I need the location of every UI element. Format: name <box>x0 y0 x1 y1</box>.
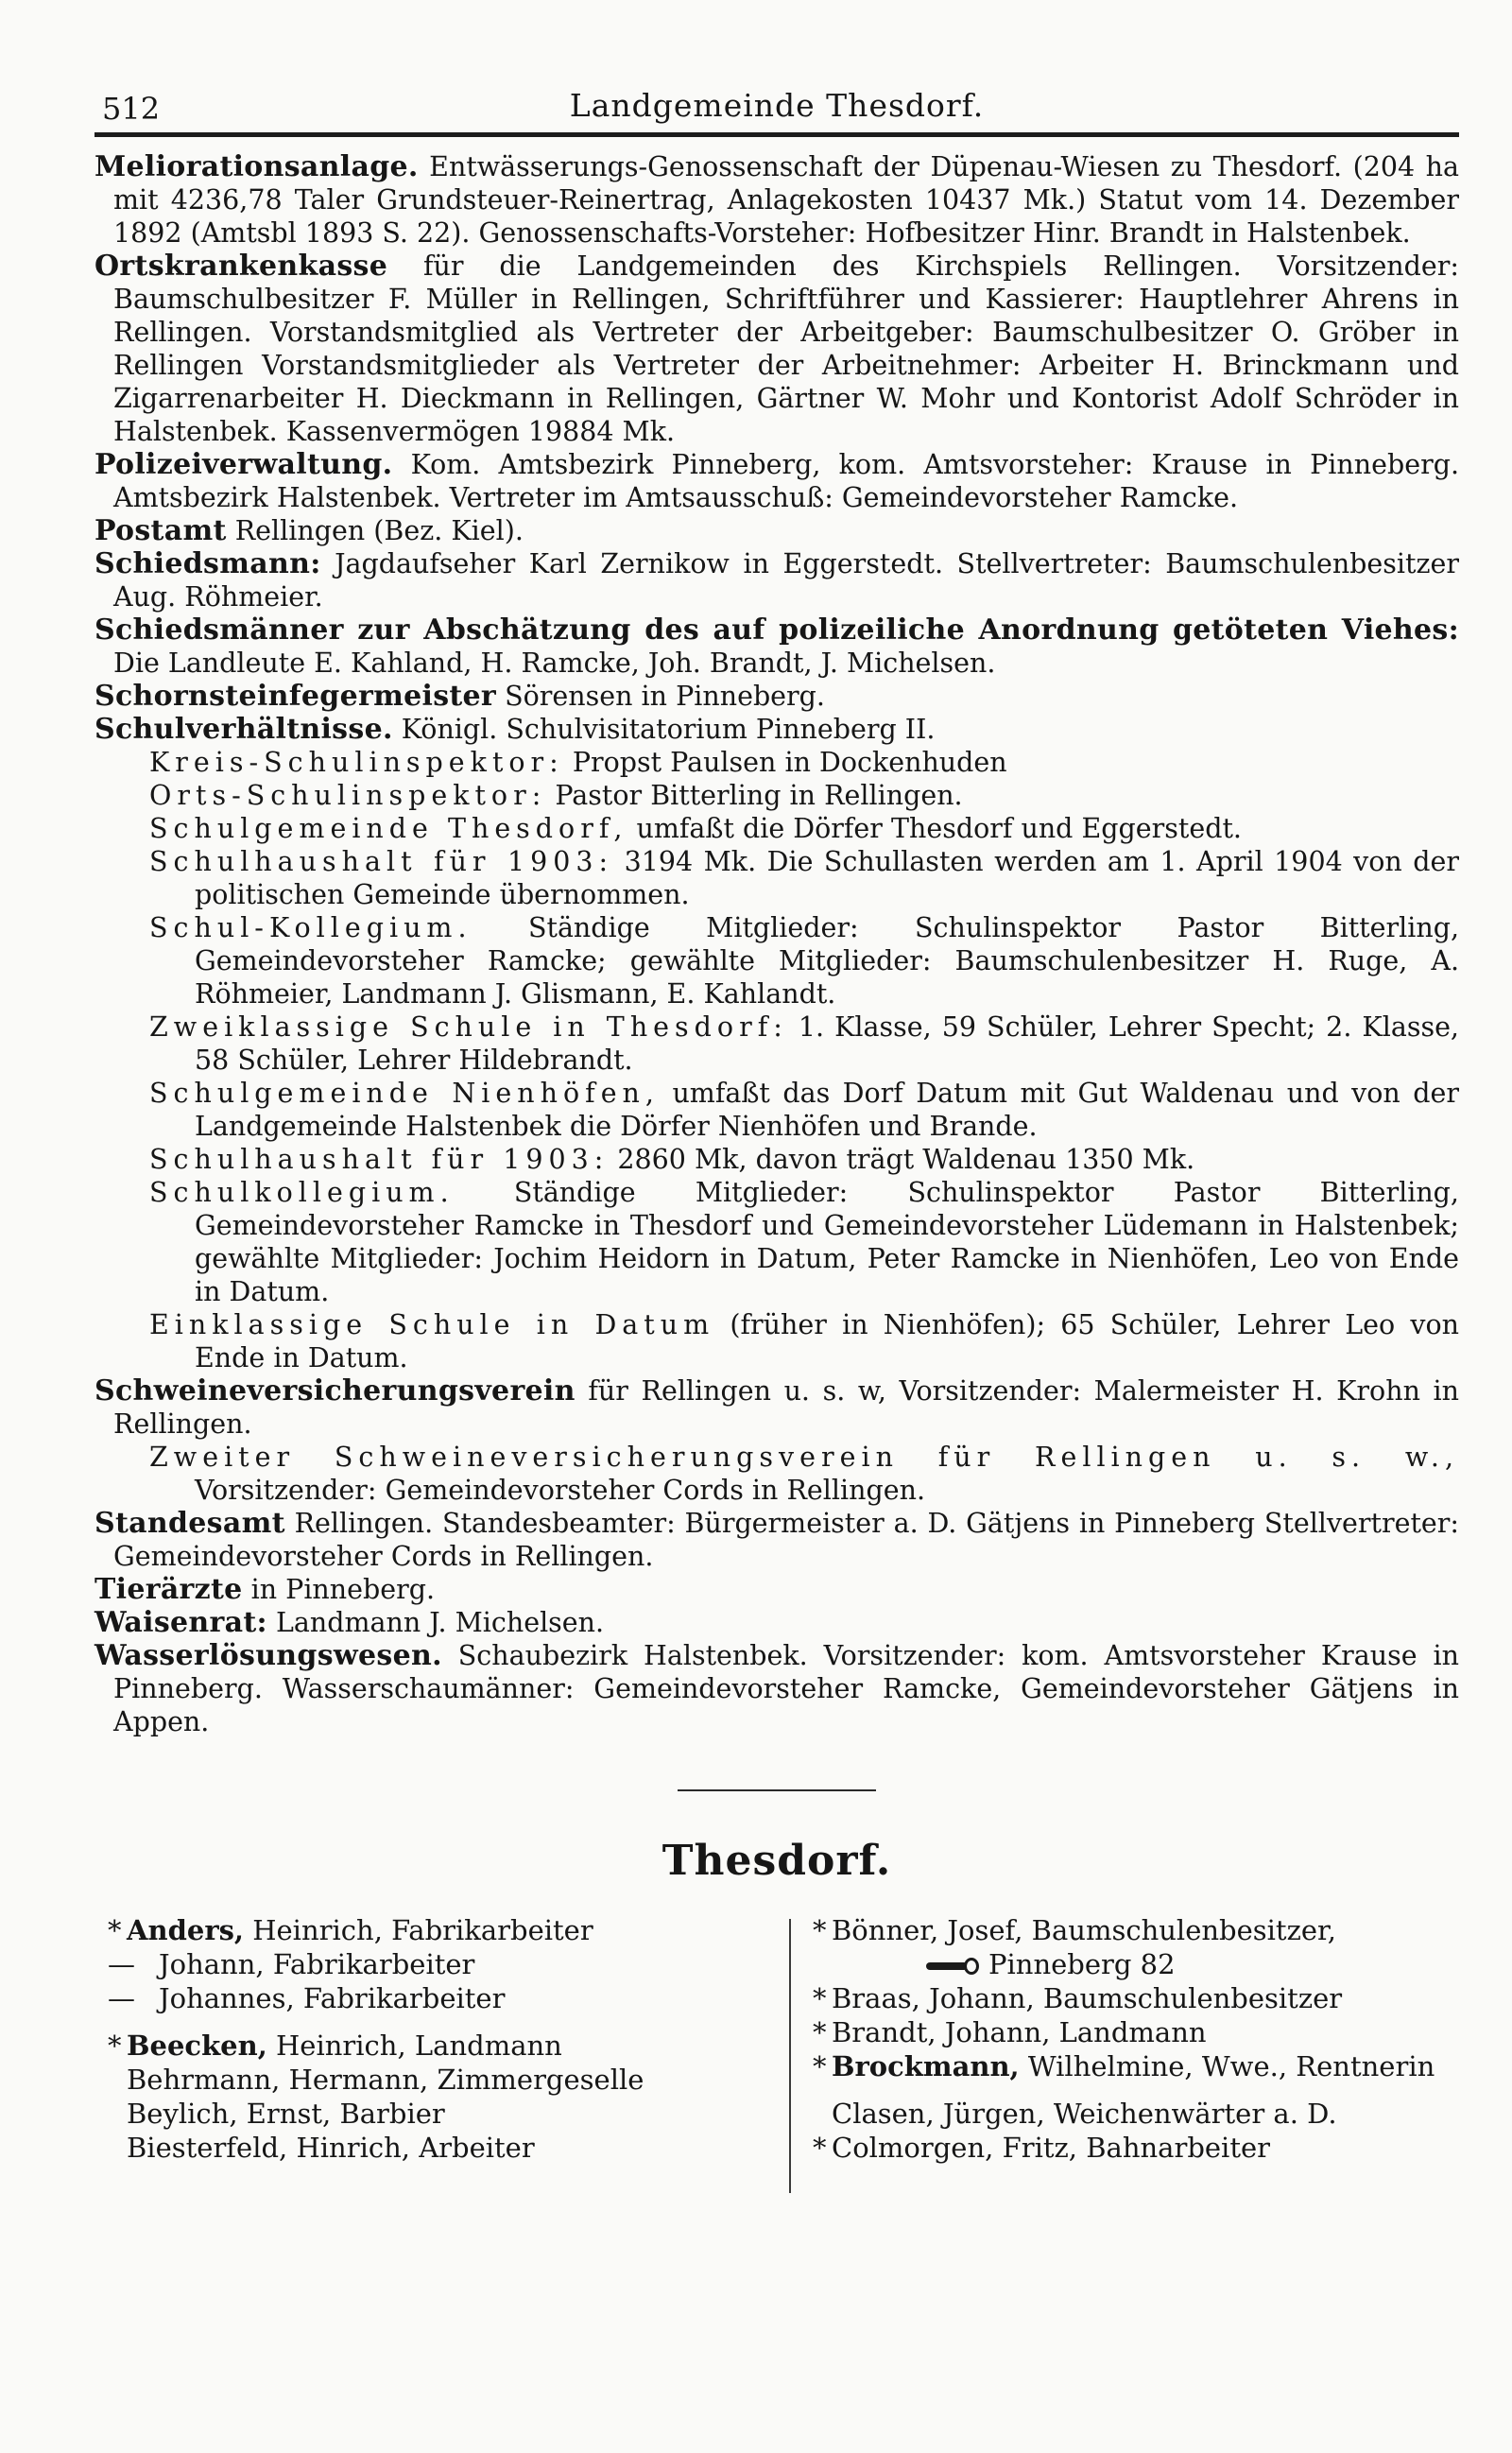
directory-entry <box>94 1374 1459 1441</box>
directory-entry <box>94 150 1459 250</box>
resident-row <box>108 1981 769 2015</box>
directory-entry <box>94 1639 1459 1738</box>
resident-details: Johann, Fabrikarbeiter <box>159 1948 475 1980</box>
entry-heading: Standesamt <box>94 1507 285 1540</box>
entry-heading: Polizeiverwaltung. <box>94 448 393 481</box>
column-rule <box>789 1919 791 2193</box>
sub-entry-text: 1. Klasse, 59 Schüler, Lehrer Specht; 2. Klasse, 58 Schüler, Lehrer Hildebrandt. <box>195 1011 1459 1076</box>
entry-text: Entwässerungs-Genossenschaft der Düpenau-Wiesen zu Thesdorf. (204 ha mit 4236,78 Taler Grundsteuer-Reinertrag, Anlagekosten 10437 Mk.) Statut vom 14. Dezember 1892 (Amtsbl 1893 S. 22). Genossenschafts-Vorsteher: Hofbesitzer Hinr. Brandt in Halstenbek. <box>113 151 1460 249</box>
entry-text: in Pinneberg. <box>250 1574 436 1605</box>
sub-entry-text: Pastor Bitterling in Rellingen. <box>555 780 963 811</box>
entry-list <box>94 150 1459 1738</box>
sub-entry-text: (früher in Nienhöfen); 65 Schüler, Lehrer Leo von Ende in Datum. <box>195 1309 1459 1373</box>
resident-row <box>813 2097 1465 2131</box>
entry-heading: Waisenrat: <box>94 1606 267 1639</box>
directory-entry <box>94 613 1459 680</box>
sub-entry-label: Schulkollegium. <box>149 1177 455 1208</box>
resident-details: Bönner, Josef, Baumschulenbesitzer, <box>832 1914 1336 1946</box>
entry-text: Rellingen. Standesbeamter: Bürgermeister a. D. Gätjens in Pinneberg Stellvertreter: Gemeindevorsteher Cords in Rellingen. <box>113 1508 1459 1572</box>
sub-entry <box>94 911 1459 1011</box>
resident-row <box>108 2097 769 2131</box>
sub-entry-label: Schulhaushalt für 1903: <box>149 846 614 877</box>
running-head: Landgemeinde Thesdorf. <box>569 87 985 124</box>
sub-entry-label: Schulgemeinde Nienhöfen, <box>149 1078 660 1109</box>
resident-surname: Anders, <box>127 1914 245 1946</box>
sub-entry-label: Schulhaushalt für 1903: <box>149 1144 610 1175</box>
directory-entry <box>94 713 1459 746</box>
resident-details: Behrmann, Hermann, Zimmergeselle <box>127 2064 644 2096</box>
resident-row <box>108 1947 769 1981</box>
resident-row <box>813 2049 1465 2083</box>
entry-heading: Schornsteinfegermeister <box>94 680 497 713</box>
section-divider <box>678 1789 876 1791</box>
sub-entry-text: umfaßt das Dorf Datum mit Gut Waldenau und von der Landgemeinde Halstenbek die Dörfer Nienhöfen und Brande. <box>195 1078 1459 1142</box>
resident-mark: * <box>108 2030 122 2062</box>
directory-entry <box>94 250 1459 448</box>
resident-details: Heinrich, Fabrikarbeiter <box>252 1914 593 1946</box>
resident-details: Johannes, Fabrikarbeiter <box>159 1982 506 2014</box>
entry-heading: Postamt <box>94 514 227 547</box>
entry-text: Schaubezirk Halstenbek. Vorsitzender: kom. Amtsvorsteher Krause in Pinneberg. Wasserschaumänner: Gemeindevorsteher Ramcke, Gemeindevorsteher Gätjens in Appen. <box>113 1640 1459 1737</box>
resident-surname: Beecken, <box>127 2030 267 2062</box>
entry-heading: Ortskrankenkasse <box>94 250 388 283</box>
resident-mark: — <box>108 1948 135 1980</box>
sub-entry <box>94 1011 1459 1077</box>
resident-mark: * <box>813 1982 827 2014</box>
directory-entry <box>94 514 1459 547</box>
resident-details: Braas, Johann, Baumschulenbesitzer <box>832 1982 1343 2014</box>
sub-entry <box>94 1308 1459 1374</box>
sub-entry <box>94 812 1459 845</box>
resident-details: Wilhelmine, Wwe., Rentnerin <box>1027 2050 1435 2082</box>
entry-heading: Schiedsmänner zur Abschätzung des auf polizeiliche Anordnung getöteten Viehes: <box>94 613 1459 647</box>
entry-text: Königl. Schulvisitatorium Pinneberg II. <box>401 714 936 745</box>
entry-text: Sörensen in Pinneberg. <box>505 681 825 712</box>
resident-column-right <box>813 1913 1465 2165</box>
sub-entry <box>94 779 1459 812</box>
resident-row <box>108 2063 769 2097</box>
sub-entry-label: Einklassige Schule in Datum <box>149 1309 715 1340</box>
entry-heading: Schweineversicherungsverein <box>94 1374 576 1408</box>
resident-details: Clasen, Jürgen, Weichenwärter a. D. <box>832 2098 1337 2130</box>
resident-row <box>108 2029 769 2063</box>
sub-entry-text: 2860 Mk, davon trägt Waldenau 1350 Mk. <box>617 1144 1195 1175</box>
sub-entry <box>94 1143 1459 1176</box>
sub-entry-label: Orts-Schulinspektor: <box>149 780 547 811</box>
resident-details: Beylich, Ernst, Barbier <box>127 2098 445 2130</box>
entry-text: Landmann J. Michelsen. <box>275 1607 605 1638</box>
resident-mark: * <box>813 2132 827 2164</box>
sub-entry <box>94 746 1459 779</box>
page-header <box>94 83 1459 137</box>
group-gap <box>108 2015 769 2029</box>
sub-entry-label: Zweiter Schweineversicherungsverein für Rellingen u. s. w., <box>149 1442 1459 1473</box>
page-number: 512 <box>102 91 161 127</box>
sub-entry-text: Ständige Mitglieder: Schulinspektor Pastor Bitterling, Gemeindevorsteher Ramcke; gewählte Mitglieder: Baumschulenbesitzer H. Ruge, A. Röhmeier, Landmann J. Glismann, E. Kahlandt. <box>195 912 1460 1010</box>
resident-row <box>813 2131 1465 2165</box>
entry-heading: Schiedsmann: <box>94 547 321 580</box>
entry-text: Kom. Amtsbezirk Pinneberg, kom. Amtsvorsteher: Krause in Pinneberg. Amtsbezirk Halstenbek. Vertreter im Amtsausschuß: Gemeindevorsteher Ramcke. <box>113 449 1460 513</box>
resident-mark: — <box>108 1982 135 2014</box>
directory-entry <box>94 1573 1459 1606</box>
resident-row <box>813 1913 1465 1947</box>
resident-row <box>108 2131 769 2165</box>
sub-entry-text: Ständige Mitglieder: Schulinspektor Pastor Bitterling, Gemeindevorsteher Ramcke in Thesdorf und Gemeindevorsteher Lüdemann in Halstenbek; gewählte Mitglieder: Jochim Heidorn in Datum, Peter Ramcke in Nienhöfen, Leo von Ende in Datum. <box>195 1177 1459 1307</box>
resident-mark: * <box>813 1914 827 1946</box>
resident-columns <box>94 1913 1459 2197</box>
resident-details: Colmorgen, Fritz, Bahnarbeiter <box>832 2132 1270 2164</box>
resident-mark: * <box>813 2050 827 2082</box>
entry-text: Jagdaufseher Karl Zernikow in Eggerstedt. Stellvertreter: Baumschulenbesitzer Aug. Röhmeier. <box>113 548 1459 613</box>
entry-heading: Schulverhältnisse. <box>94 713 393 746</box>
group-gap <box>813 2083 1465 2097</box>
entry-text: für die Landgemeinden des Kirchspiels Rellingen. Vorsitzender: Baumschulbesitzer F. Müller in Rellingen, Schriftführer und Kassierer: Hauptlehrer Ahrens in Rellingen. Vorstandsmitglied als Vertreter der Arbeitgeber: Baumschulbesitzer O. Gröber in Rellingen Vorstandsmitglieder als Vertreter der Arbeitnehmer: Arbeiter H. Brinckmann und Zigarrenarbeiter H. Dieckmann in Rellingen, Gärtner W. Mohr und Kontorist Adolf Schröder in Halstenbek. Kassenvermögen 19884 Mk. <box>113 250 1459 447</box>
entry-heading: Tierärzte <box>94 1573 243 1606</box>
resident-mark: * <box>108 1914 122 1946</box>
directory-entry <box>94 1507 1459 1573</box>
sub-entry-label: Zweiklassige Schule in Thesdorf: <box>149 1011 788 1043</box>
resident-row <box>813 1981 1465 2015</box>
sub-entry <box>94 1176 1459 1308</box>
section-title: Thesdorf. <box>662 1837 892 1885</box>
resident-surname: Brockmann, <box>832 2050 1020 2082</box>
phone-line <box>813 1947 1465 1981</box>
sub-entry <box>94 845 1459 911</box>
entry-text: für Rellingen u. s. w, Vorsitzender: Malermeister H. Krohn in Rellingen. <box>113 1375 1459 1440</box>
phone-number: Pinneberg 82 <box>988 1948 1176 1980</box>
sub-entry-label: Kreis-Schulinspektor: <box>149 747 564 778</box>
sub-entry <box>94 1077 1459 1143</box>
directory-entry <box>94 448 1459 514</box>
sub-entry-label: Schul-Kollegium. <box>149 912 472 943</box>
directory-entry <box>94 547 1459 613</box>
entry-heading: Meliorationsanlage. <box>94 150 419 183</box>
telephone-icon <box>926 1956 981 1977</box>
directory-entry <box>94 1606 1459 1639</box>
resident-column-left <box>108 1913 769 2165</box>
resident-row <box>108 1913 769 1947</box>
resident-details: Brandt, Johann, Landmann <box>832 2016 1207 2048</box>
sub-entry-text: 3194 Mk. Die Schullasten werden am 1. April 1904 von der politischen Gemeinde übernommen. <box>195 846 1459 910</box>
resident-mark: * <box>813 2016 827 2048</box>
resident-row <box>813 2015 1465 2049</box>
sub-entry-label: Schulgemeinde Thesdorf, <box>149 813 628 844</box>
resident-details: Biesterfeld, Hinrich, Arbeiter <box>127 2132 535 2164</box>
entry-text: Rellingen (Bez. Kiel). <box>234 515 524 546</box>
directory-entry <box>94 680 1459 713</box>
entry-heading: Wasserlösungswesen. <box>94 1639 442 1672</box>
resident-details: Heinrich, Landmann <box>276 2030 562 2062</box>
sub-entry <box>94 1441 1459 1507</box>
sub-entry-text: umfaßt die Dörfer Thesdorf und Eggerstedt. <box>636 813 1242 844</box>
sub-entry-text: Vorsitzender: Gemeindevorsteher Cords in Rellingen. <box>195 1475 926 1506</box>
sub-entry-text: Propst Paulsen in Dockenhuden <box>572 747 1007 778</box>
entry-text: Die Landleute E. Kahland, H. Ramcke, Joh. Brandt, J. Michelsen. <box>113 648 996 679</box>
